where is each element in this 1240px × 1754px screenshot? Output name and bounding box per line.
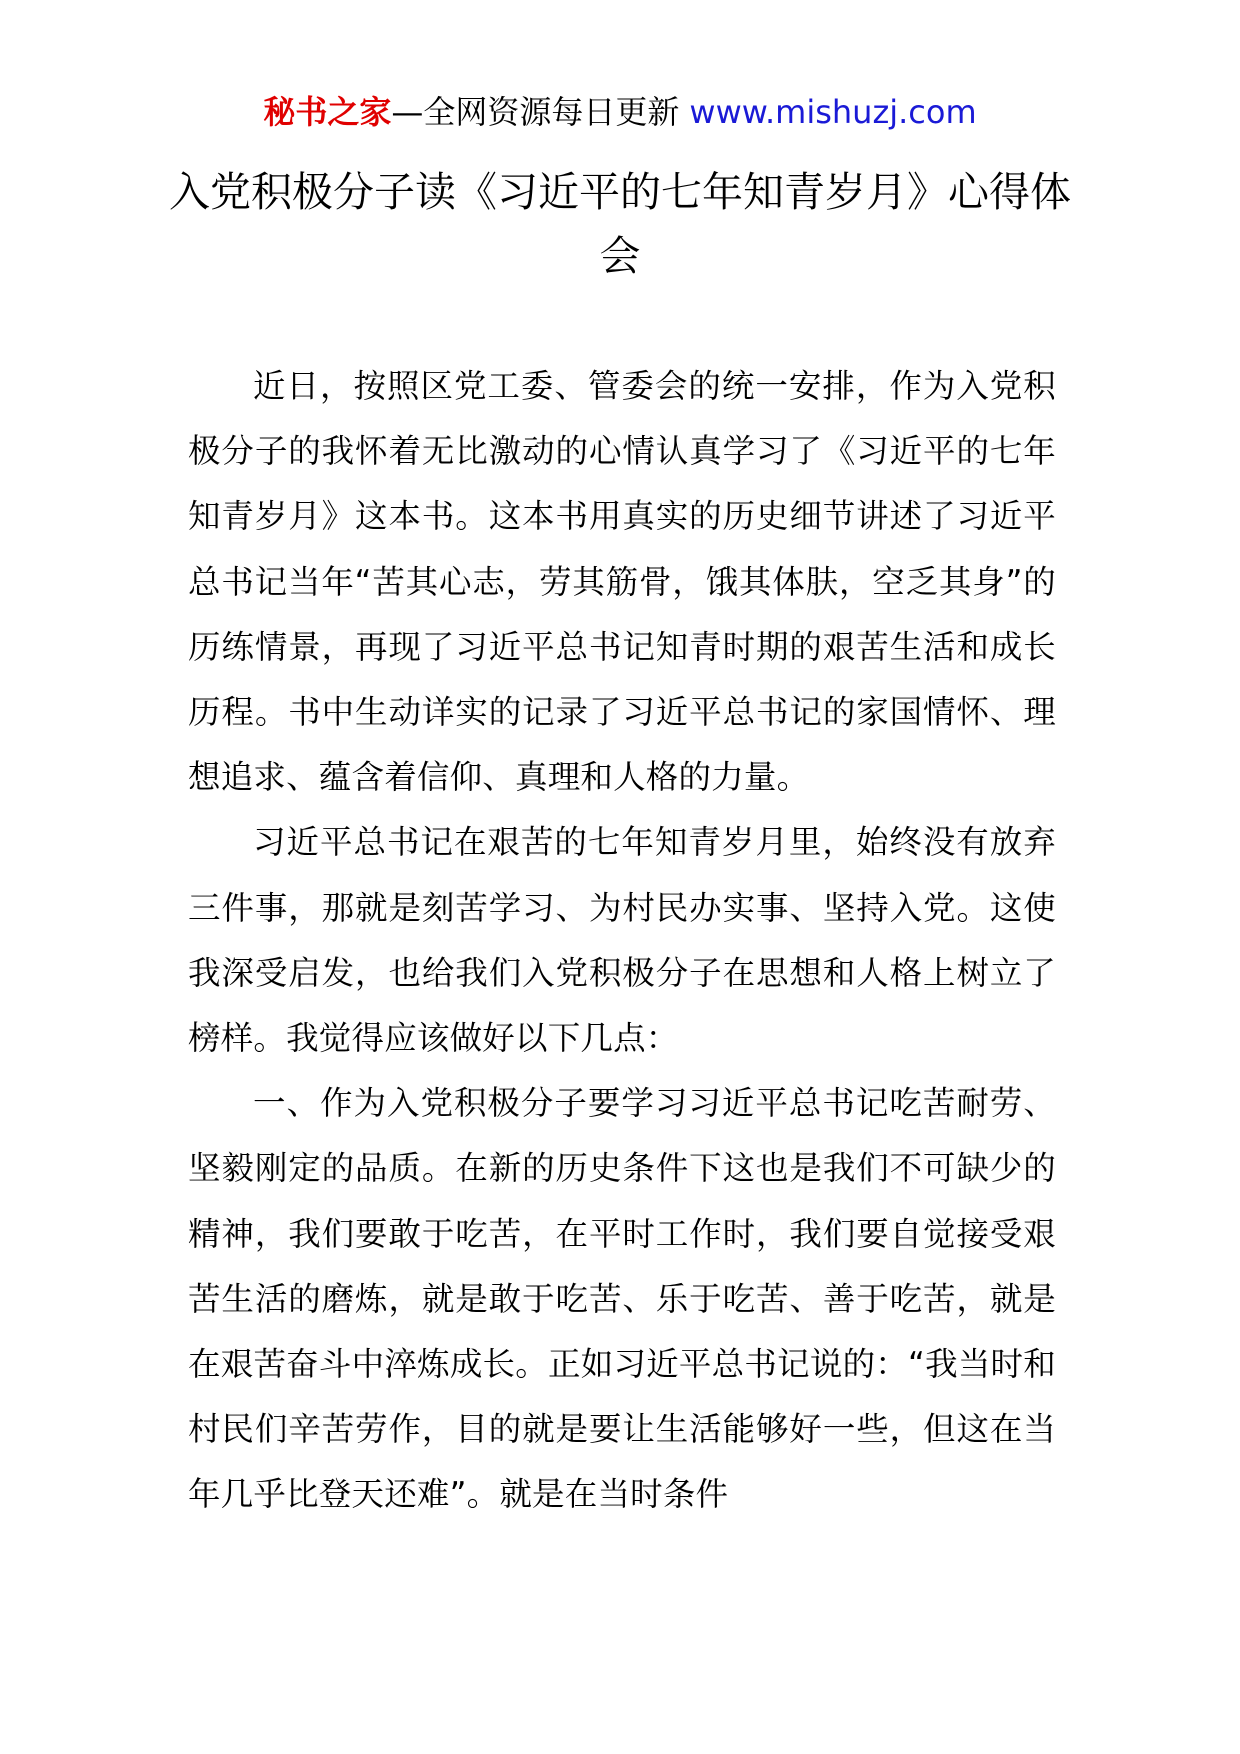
paragraph: 一、作为入党积极分子要学习习近平总书记吃苦耐劳、坚毅刚定的品质。在新的历史条件下这也是我们不可缺少的精神，我们要敢于吃苦，在平时工作时，我们要自觉接受艰苦生活的磨炼，就是敢于吃苦、乐于吃苦、善于吃苦，就是在艰苦奋斗中淬炼成长。正如习近平总书记说的：“我当时和村民们辛苦劳作，目的就是要让生活能够好一些，但这在当年几乎比登天还难”。就是在当时条件 xyxy=(188,1084,1056,1514)
brand-name: 秘书之家 xyxy=(263,93,392,131)
site-header xyxy=(0,92,1240,132)
paragraph: 近日，按照区党工委、管委会的统一安排，作为入党积极分子的我怀着无比激动的心情认真学习了《习近平的七年知青岁月》这本书。这本书用真实的历史细节讲述了习近平总书记当年“苦其心志，劳其筋骨，饿其体肤，空乏其身”的历练情景，再现了习近平总书记知青时期的艰苦生活和成长历程。书中生动详实的记录了习近平总书记的家国情怀、理想追求、蕴含着信仰、真理和人格的力量。 xyxy=(188,367,1056,797)
header-tagline: —全网资源每日更新 xyxy=(391,93,680,131)
paragraph: 习近平总书记在艰苦的七年知青岁月里，始终没有放弃三件事，那就是刻苦学习、为村民办实事、坚持入党。这使我深受启发，也给我们入党积极分子在思想和人格上树立了榜样。我觉得应该做好以下几点： xyxy=(188,823,1056,1058)
document-body xyxy=(188,354,1056,1528)
site-url-link[interactable]: www.mishuzj.com xyxy=(689,93,977,131)
document-title: 入党积极分子读《习近平的七年知青岁月》心得体会 xyxy=(169,168,1071,280)
